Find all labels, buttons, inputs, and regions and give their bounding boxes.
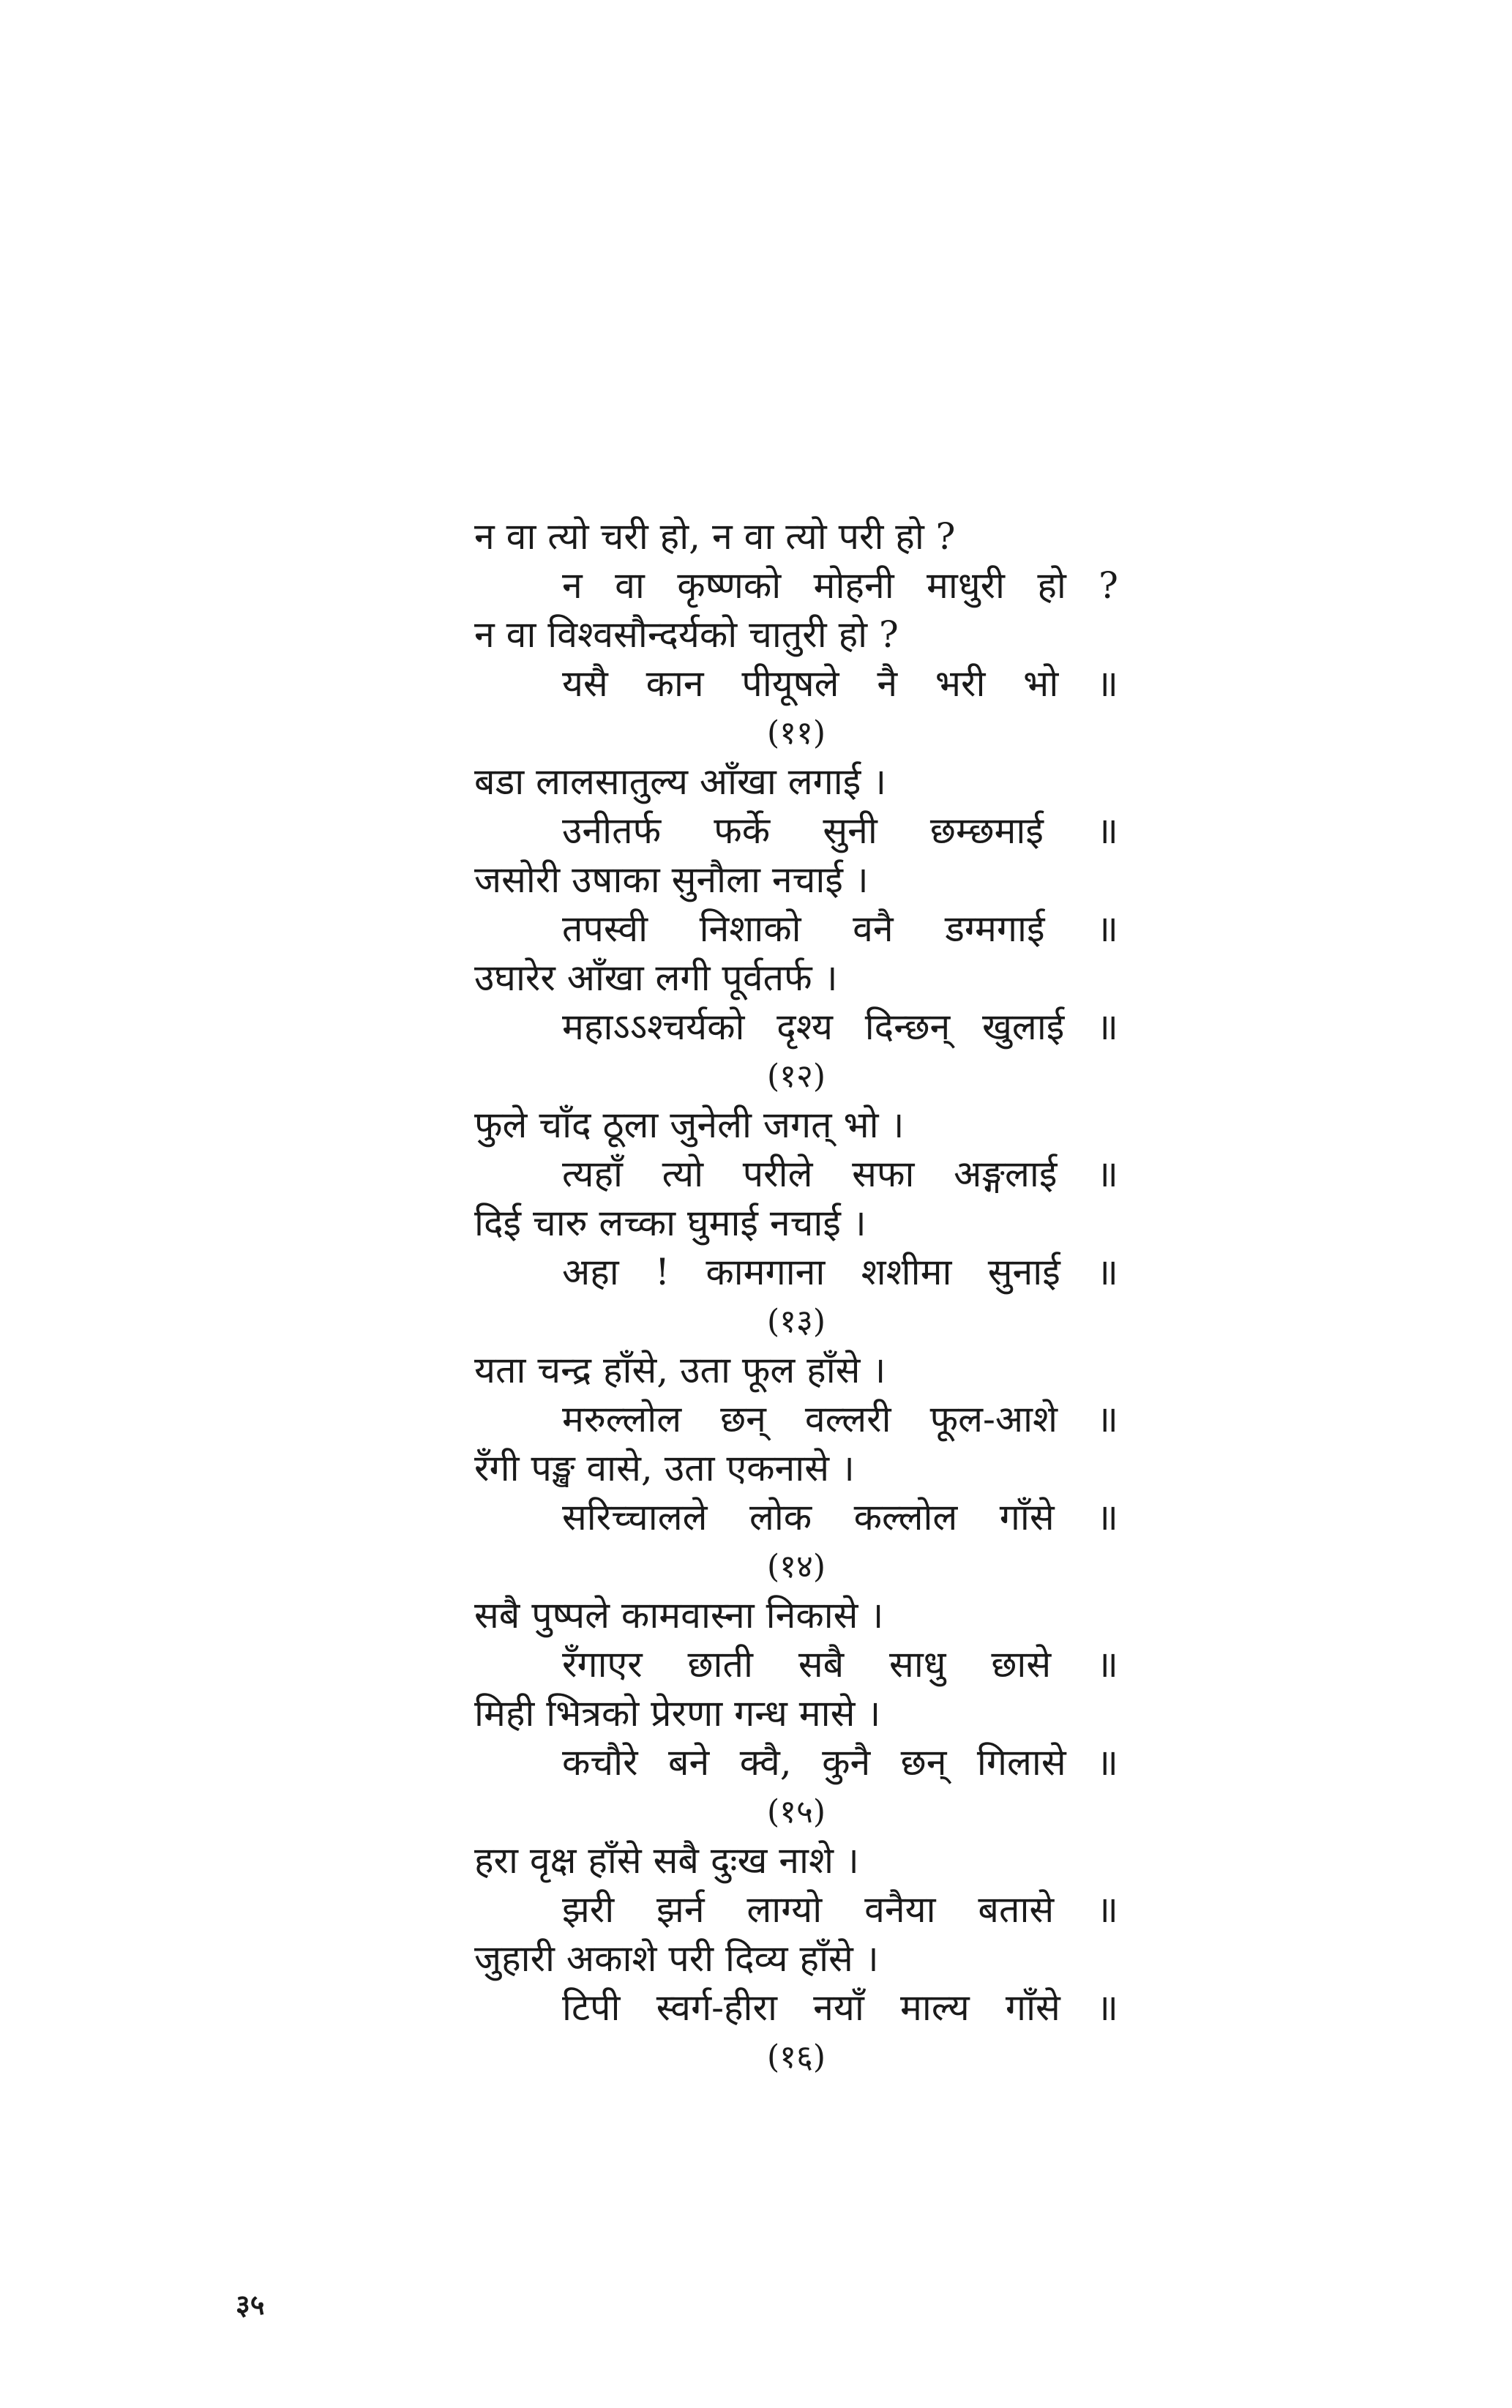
stanza-16 bbox=[474, 1836, 1118, 2082]
verse-line: यसै कान पीयूषले नै भरी भो ॥ bbox=[562, 662, 1118, 705]
verse-line: फुले चाँद ठूला जुनेली जगत् भो । bbox=[474, 1104, 905, 1146]
verse-line: रँगी पङ्ख वासे, उता एकनासे । bbox=[474, 1447, 855, 1489]
stanza-14 bbox=[474, 1346, 1118, 1591]
verse-line: उघारेर आँखा लगी पूर्वतर्फ । bbox=[474, 957, 838, 999]
verse-line: रँगाएर छाती सबै साधु छासे ॥ bbox=[562, 1643, 1118, 1686]
verse-number: (११) bbox=[766, 714, 826, 752]
verse-line: न वा विश्वसौन्दर्यको चातुरी हो ? bbox=[474, 613, 899, 656]
stanza-11 bbox=[474, 512, 1118, 758]
verse-line: कचौरे बने क्वै, कुनै छन् गिलासे ॥ bbox=[562, 1741, 1118, 1784]
verse-line: तपस्वी निशाको वनै डग्मगाई ॥ bbox=[562, 908, 1118, 950]
verse-number: (१५) bbox=[766, 1793, 826, 1831]
verse-number: (१४) bbox=[766, 1548, 826, 1585]
verse-line: त्यहाँ त्यो परीले सफा अङ्गलाई ॥ bbox=[562, 1153, 1118, 1195]
verse-line: मिही भित्रको प्रेरणा गन्ध मासे । bbox=[474, 1692, 881, 1735]
verse-number: (१६) bbox=[766, 2038, 826, 2076]
verse-number: (१३) bbox=[766, 1303, 826, 1340]
verse-line: सबै पुष्पले कामवास्ना निकासे । bbox=[474, 1594, 884, 1637]
verse-line: टिपी स्वर्ग-हीरा नयाँ माल्य गाँसे ॥ bbox=[562, 1986, 1118, 2029]
verse-line: सरिच्चालले लोक कल्लोल गाँसे ॥ bbox=[562, 1496, 1118, 1538]
page-number: ३५ bbox=[236, 2288, 265, 2321]
verse-line: उनीतर्फ फर्के सुनी छम्छमाई ॥ bbox=[562, 809, 1118, 852]
verse-line: न वा त्यो चरी हो, न वा त्यो परी हो ? bbox=[474, 515, 956, 558]
verse-line: महाऽऽश्चर्यको दृश्य दिन्छन् खुलाई ॥ bbox=[562, 1006, 1118, 1048]
verse-line: जुहारी अकाशे परी दिव्य हाँसे । bbox=[474, 1937, 879, 1980]
verse-line: मरुल्लोल छन् वल्लरी फूल-आशे ॥ bbox=[562, 1398, 1118, 1440]
verse-number: (१२) bbox=[766, 1058, 826, 1095]
verse-line: न वा कृष्णको मोहनी माधुरी हो ? bbox=[562, 564, 1118, 607]
verse-line: जसोरी उषाका सुनौला नचाई । bbox=[474, 859, 869, 901]
stanza-15 bbox=[474, 1591, 1118, 1836]
verse-line: झरी झर्न लाग्यो वनैया बतासे ॥ bbox=[562, 1888, 1118, 1931]
stanza-12 bbox=[474, 758, 1118, 1101]
verse-line: अहा ! कामगाना शशीमा सुनाई ॥ bbox=[562, 1251, 1118, 1293]
stanza-13 bbox=[474, 1101, 1118, 1346]
verse-line: दिई चारु लच्का घुमाई नचाई । bbox=[474, 1202, 867, 1244]
poem-body bbox=[474, 512, 1118, 2082]
verse-line: यता चन्द्र हाँसे, उता फूल हाँसे । bbox=[474, 1349, 886, 1391]
verse-line: हरा वृक्ष हाँसे सबै दुःख नाशे । bbox=[474, 1839, 859, 1882]
verse-line: बडा लालसातुल्य आँखा लगाई । bbox=[474, 760, 887, 803]
